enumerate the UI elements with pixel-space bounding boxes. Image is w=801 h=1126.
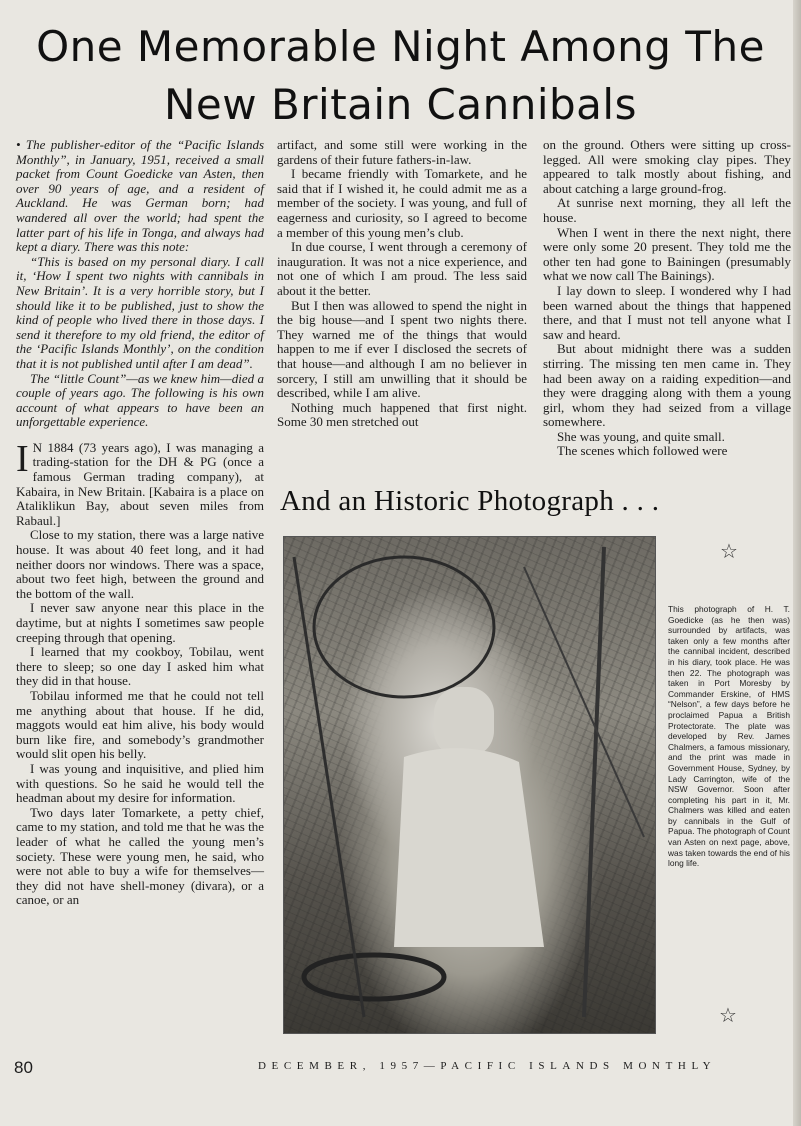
article-paragraph: The scenes which followed were (557, 443, 728, 459)
intro-text: The publisher-editor of the “Pacific Islands Monthly”, in January, 1951, received a small packet from Count Goedicke van Asten, then over 90 years of age, and a resident of Auckland. He was German born; had wandered all over the world; had spent the latter part of his life in Tonga, and always had kept a diary. There was this note: (16, 137, 264, 255)
article-paragraph: Two days later Tomarkete, a petty chief, came to my station, and told me that he was the leader of what he called the young men’s society. These were young men, he said, who were not able to buy a wife for themselves—they did not have shell-money (divara), or a canoe, or an (16, 804, 264, 908)
article-paragraph: I lay down to sleep. I wondered why I had been warned about the things that happened there, and that I must not tell anyone what I saw and heard. (543, 282, 791, 342)
title-line-2: New Britain Cannibals (164, 80, 637, 129)
photo-staff (584, 547, 604, 1017)
article-paragraph: She was young, and quite small. (557, 428, 725, 444)
drop-cap: I (16, 437, 29, 480)
article-paragraph: But I then was allowed to spend the night in the big house—and I spent two nights there. They warned me of the things that would happen to me if ever I disclosed the secrets of that house—and although I am no believer in sorcery, I still am unwilling that it should be described, while I am alive. (277, 297, 527, 401)
page-footer (0, 1056, 801, 1080)
article-paragraph: Nothing much happened that first night. Some 30 men stretched out (277, 399, 527, 430)
intro-quote: “This is based on my personal diary. I call it, ‘How I spent two nights with cannibals in New Britain’. It is a very horrible story, but I should like it to be published, just to show the kind of people who lived there in those days. I send it therefore to my old friend, the editor of the ‘Pacific Islands Monthly’, on the condition that it is not published until after I am dead”. (16, 253, 264, 371)
intro-paragraph (16, 138, 264, 255)
article-paragraph: artifact, and some still were working in the gardens of their future fathers-in-law. (277, 137, 527, 167)
photo-face (434, 687, 494, 757)
running-footer: DECEMBER, 1957—PACIFIC ISLANDS MONTHLY (258, 1060, 717, 1072)
column-2 (277, 138, 527, 430)
historic-photograph (283, 536, 656, 1034)
column-3 (543, 138, 791, 459)
star-ornament-icon: ☆ (720, 539, 738, 563)
article-paragraph: Tobilau informed me that he could not tell me anything about that house. If he did, maggots would eat him alive, his body would burn like fire, and somebody’s grandmother would slit open his belly. (16, 687, 264, 762)
photo-ring-artifact (304, 955, 444, 999)
intro-note: The “little Count”—as we knew him—died a couple of years ago. The following is his own account of what appears to have been an unforgettable experience. (16, 370, 264, 430)
article-paragraph: I learned that my cookboy, Tobilau, went there to sleep; so one day I asked him what they did in that house. (16, 644, 264, 689)
article-paragraph: At sunrise next morning, they all left the house. (543, 195, 791, 225)
column-1 (16, 138, 264, 908)
page-number: 80 (14, 1058, 33, 1077)
title-line-1: One Memorable Night Among The (36, 22, 765, 71)
bullet-icon: • (16, 137, 21, 152)
article-text: N 1884 (73 years ago), I was managing a trading-station for the DH & PG (once a famous German trading company), at Kabaira, in New Britain. [Kabaira is a place on Ataliklikun Bay, about seven miles from Rabaul.] (16, 439, 264, 528)
photo-caption: This photograph of H. T. Goedicke (as he then was) surrounded by artifacts, was taken only a few months after the cannibal incident, described in his diary, took place. He was then 22. The photograph was taken in Port Moresby by Commander Erskine, of HMS “Nelson”, a few days before he proclaimed Papua a British Protectorate. The plate was developed by Rev. James Chalmers, a famous missionary, and the print was made in Government House, Sydney, by Lady Carrington, wife of the NSW Governor. Soon after completing his part in it, Mr. Chalmers was killed and eaten by cannibals in the Gulf of Papua. The photograph of Count van Asten on next page, above, was taken towards the end of his long life. (668, 604, 790, 869)
photo-paddle (524, 567, 644, 837)
photograph-sketch (284, 537, 655, 1033)
article-paragraph: When I went in there the next night, there were only some 20 present. They told me the other ten had gone to Bainingen (presumably what we now call The Bainings). (543, 224, 791, 284)
article-paragraph: But about midnight there was a sudden stirring. The missing ten men came in. They had been away on a raiding expedition—and they were dragging along with them a young girl, whom they had seized from a village somewhere. (543, 341, 791, 430)
article-paragraph: In due course, I went through a ceremony of inauguration. It was not a nice experience, and not one of which I am proud. The less said about it the better. (277, 239, 527, 298)
article-paragraph: on the ground. Others were sitting up cross-legged. All were smoking clay pipes. They appeared to talk mostly about fishing, and about catching a large ground-frog. (543, 137, 791, 196)
article-paragraph: I became friendly with Tomarkete, and he said that if I wished it, he could admit me as a member of the society. I was young, and full of eagerness and curiosity, so I agreed to become a member of this young men’s club. (277, 166, 527, 240)
article-paragraph: I was young and inquisitive, and plied him with questions. So he said he would tell the headman about my desire for information. (16, 760, 264, 806)
article-paragraph: I never saw anyone near this place in the daytime, but at nights I sometimes saw people creeping through that opening. (16, 600, 264, 645)
photo-figure-body (394, 748, 544, 947)
article-paragraph (16, 437, 264, 529)
page-edge (793, 0, 801, 1126)
photo-hoop-artifact (314, 557, 494, 697)
star-ornament-icon: ☆ (719, 1003, 737, 1027)
photo-spear (294, 557, 364, 1017)
photo-subheading: And an Historic Photograph . . . (280, 485, 660, 517)
article-title (0, 18, 801, 134)
article-paragraph: Close to my station, there was a large native house. It was about 40 feet long, and it had neither doors nor windows. There was a space, about two feet high, between the ground and the bottom of the wall. (16, 527, 264, 601)
